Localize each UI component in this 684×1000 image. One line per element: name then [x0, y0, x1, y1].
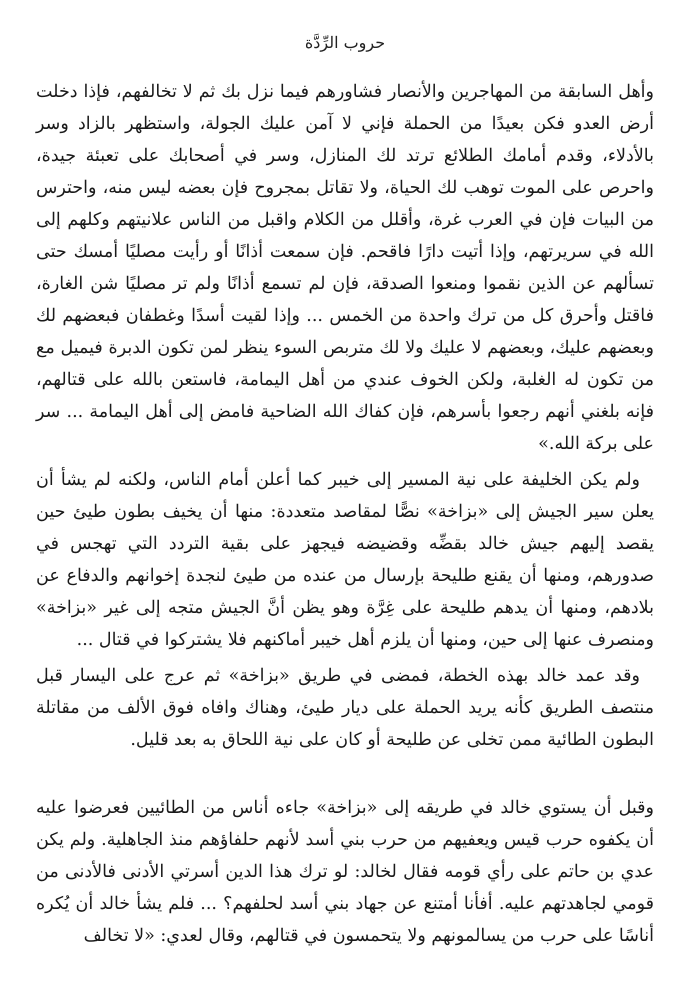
paragraph: وقد عمد خالد بهذه الخطة، فمضى في طريق «بزاخة» ثم عرج على اليسار قبل منتصف الطريق كأنه يريد الحملة على ديار طيئ، وهناك وافاه فوق الألف من مقاتلة البطون الطائية ممن تخلى عن طليحة أو كان على نية اللحاق به بعد قليل. — [36, 666, 654, 750]
paragraph: ولم يكن الخليفة على نية المسير إلى خيبر كما أعلن أمام الناس، ولكنه لم يشأ أن يعلن سير الجيش إلى «بزاخة» نصًّا لمقاصد متعددة: منها أن يخيف بطون طيئ حين يقصد إليهم جيش خالد بقضِّه وقضيضه فيجهز على بقية التردد التي تهجس في صدورهم، ومنها أن يقنع طليحة بإرسال من عنده من طيئ لنجدة إخوانهم والدفاع عن بلادهم، ومنها أن يدهم طليحة على غِرَّة وهو يظن أنَّ الجيش متجه إلى غير «بزاخة» ومنصرف عنها إلى حين، ومنها أن يلزم أهل خيبر أماكنهم فلا يشتركوا في قتال ... — [36, 470, 654, 650]
running-header: حروب الرِّدَّة — [304, 33, 386, 52]
paragraph: وأهل السابقة من المهاجرين والأنصار فشاورهم فيما نزل بك ثم لا تخالفهم، فإذا دخلت أرض العدو فكن بعيدًا من الحملة فإني لا آمن عليك الجولة، واستظهر بالزاد وسر بالأدلاء، وقدم أمامك الطلائع ترتد لك المنازل، وسر في أصحابك على تعبئة جيدة، واحرص على الموت توهب لك الحياة، ولا تقاتل بمجروح فإن بعضه ليس منه، واحترس من البيات فإن في العرب غرة، وأقلل من الكلام واقبل من الناس علانيتهم وكلهم إلى الله في سريرتهم، وإذا أتيت دارًا فاقحم. فإن سمعت أذانًا أو رأيت مصليًا أمسك حتى تسألهم عن الذين نقموا ومنعوا الصدقة، فإن لم تسمع أذانًا ولم تر مصليًا شن الغارة، فاقتل وأحرق كل من ترك واحدة من الخمس ... وإذا لقيت أسدًا وغطفان فبعضهم لك وبعضهم عليك، وبعضهم لا عليك ولا لك متربص السوء ينظر لمن تكون الدبرة فيميل مع من تكون له الغلبة، ولكن الخوف عندي من أهل اليمامة، فاستعن بالله على قتالهم، فإنه بلغني أنهم رجعوا بأسرهم، فإن كفاك الله الضاحية فامض إلى أهل اليمامة ... سر على بركة الله.» — [36, 82, 654, 454]
body-text — [36, 76, 654, 952]
book-page — [36, 0, 654, 1000]
paragraph: وقبل أن يستوي خالد في طريقه إلى «بزاخة» جاءه أناس من الطائيين فعرضوا عليه أن يكفوه حرب قيس ويعفيهم من حرب بني أسد لأنهم حلفاؤهم منذ الجاهلية. ولم يكن عدي بن حاتم على رأي قومه فقال لخالد: لو ترك هذا الدين أسرتي الأدنى فالأدنى من قومي لجاهدتهم عليه. أفأنا أمتنع عن جهاد بني أسد لحلفهم؟ ... فلم يشأ خالد أن يُكره أناسًا على حرب من يسالمونهم ولا يتحمسون في قتالهم، وقال لعدي: «لا تخالف — [36, 798, 654, 946]
